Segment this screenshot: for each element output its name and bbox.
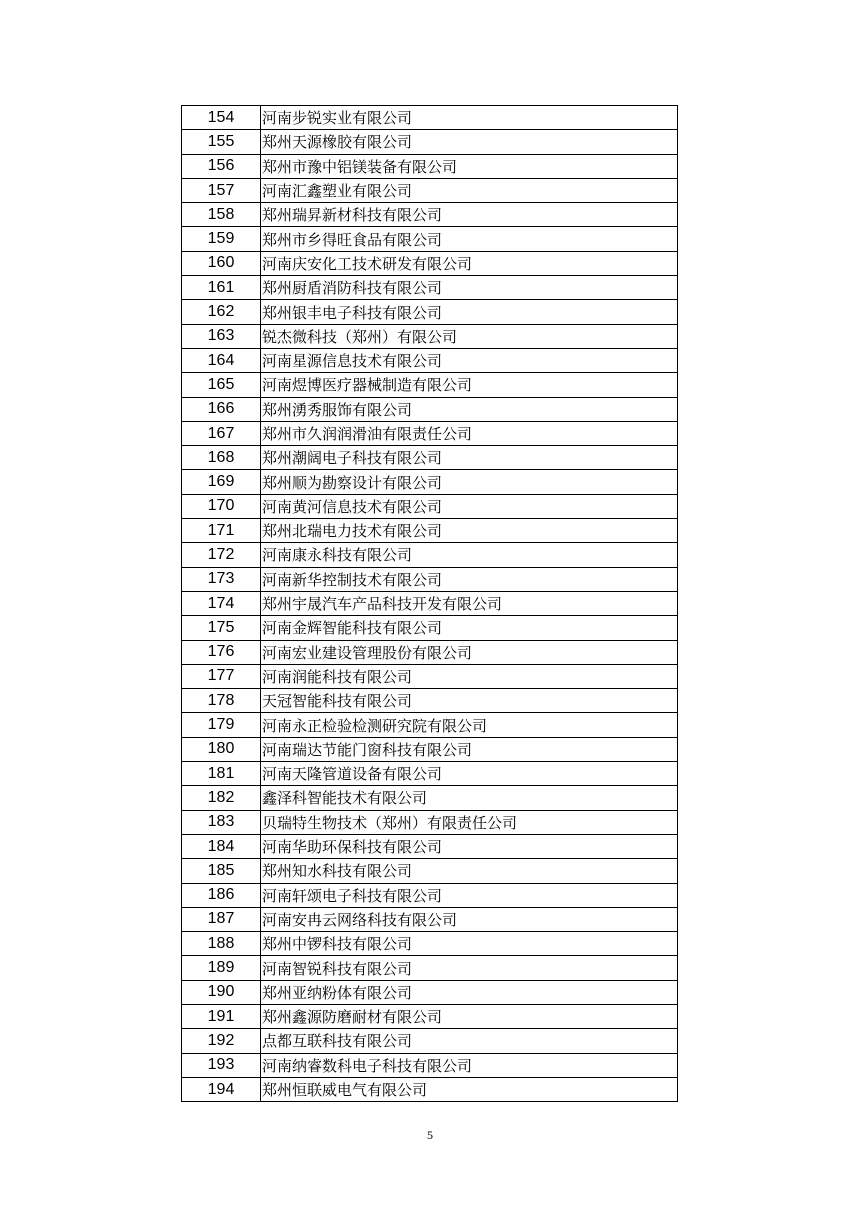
company-name-cell: 河南安冉云网络科技有限公司 xyxy=(261,907,678,931)
table-row xyxy=(182,130,678,154)
company-name-cell: 河南纳睿数科电子科技有限公司 xyxy=(261,1053,678,1077)
table-row xyxy=(182,494,678,518)
company-name-cell: 郑州厨盾消防科技有限公司 xyxy=(261,276,678,300)
table-row xyxy=(182,543,678,567)
table-row xyxy=(182,1004,678,1028)
table-row xyxy=(182,178,678,202)
company-name-cell: 郑州恒联威电气有限公司 xyxy=(261,1077,678,1101)
row-number-cell: 171 xyxy=(182,519,261,543)
row-number-cell: 163 xyxy=(182,324,261,348)
company-name-cell: 郑州宇晟汽车产品科技开发有限公司 xyxy=(261,591,678,615)
row-number-cell: 193 xyxy=(182,1053,261,1077)
row-number-cell: 168 xyxy=(182,446,261,470)
company-name-cell: 河南智锐科技有限公司 xyxy=(261,956,678,980)
company-name-cell: 河南汇鑫塑业有限公司 xyxy=(261,178,678,202)
company-name-cell: 锐杰微科技（郑州）有限公司 xyxy=(261,324,678,348)
row-number-cell: 178 xyxy=(182,689,261,713)
table-row xyxy=(182,907,678,931)
row-number-cell: 170 xyxy=(182,494,261,518)
row-number-cell: 162 xyxy=(182,300,261,324)
table-row xyxy=(182,324,678,348)
row-number-cell: 181 xyxy=(182,762,261,786)
company-name-cell: 鑫泽科智能技术有限公司 xyxy=(261,786,678,810)
table-row xyxy=(182,397,678,421)
row-number-cell: 187 xyxy=(182,907,261,931)
row-number-cell: 160 xyxy=(182,251,261,275)
row-number-cell: 194 xyxy=(182,1077,261,1101)
row-number-cell: 189 xyxy=(182,956,261,980)
table-row xyxy=(182,786,678,810)
table-row xyxy=(182,227,678,251)
row-number-cell: 183 xyxy=(182,810,261,834)
company-name-cell: 河南新华控制技术有限公司 xyxy=(261,567,678,591)
row-number-cell: 164 xyxy=(182,348,261,372)
table-row xyxy=(182,591,678,615)
row-number-cell: 155 xyxy=(182,130,261,154)
page-number: 5 xyxy=(427,1128,433,1142)
company-name-cell: 河南金辉智能科技有限公司 xyxy=(261,616,678,640)
row-number-cell: 169 xyxy=(182,470,261,494)
row-number-cell: 184 xyxy=(182,834,261,858)
table-row xyxy=(182,1029,678,1053)
company-name-cell: 河南步锐实业有限公司 xyxy=(261,106,678,130)
row-number-cell: 158 xyxy=(182,203,261,227)
row-number-cell: 167 xyxy=(182,421,261,445)
table-row xyxy=(182,762,678,786)
row-number-cell: 161 xyxy=(182,276,261,300)
company-name-cell: 河南宏业建设管理股份有限公司 xyxy=(261,640,678,664)
table-row xyxy=(182,519,678,543)
table-row xyxy=(182,1077,678,1101)
row-number-cell: 182 xyxy=(182,786,261,810)
table-row xyxy=(182,932,678,956)
company-name-cell: 郑州瑞昇新材科技有限公司 xyxy=(261,203,678,227)
company-name-cell: 河南康永科技有限公司 xyxy=(261,543,678,567)
row-number-cell: 174 xyxy=(182,591,261,615)
company-name-cell: 河南润能科技有限公司 xyxy=(261,664,678,688)
table-row xyxy=(182,300,678,324)
company-list-table xyxy=(181,105,678,1102)
company-name-cell: 郑州市久润润滑油有限责任公司 xyxy=(261,421,678,445)
row-number-cell: 175 xyxy=(182,616,261,640)
table-row xyxy=(182,883,678,907)
row-number-cell: 180 xyxy=(182,737,261,761)
table-row xyxy=(182,689,678,713)
row-number-cell: 186 xyxy=(182,883,261,907)
company-name-cell: 河南华助环保科技有限公司 xyxy=(261,834,678,858)
company-name-cell: 郑州银丰电子科技有限公司 xyxy=(261,300,678,324)
row-number-cell: 179 xyxy=(182,713,261,737)
table-row xyxy=(182,810,678,834)
company-name-cell: 河南黄河信息技术有限公司 xyxy=(261,494,678,518)
table-row xyxy=(182,348,678,372)
row-number-cell: 192 xyxy=(182,1029,261,1053)
company-name-cell: 河南永正检验检测研究院有限公司 xyxy=(261,713,678,737)
table-row xyxy=(182,203,678,227)
row-number-cell: 165 xyxy=(182,373,261,397)
company-name-cell: 郑州潮阔电子科技有限公司 xyxy=(261,446,678,470)
table-row xyxy=(182,251,678,275)
company-name-cell: 郑州亚纳粉体有限公司 xyxy=(261,980,678,1004)
company-name-cell: 河南星源信息技术有限公司 xyxy=(261,348,678,372)
table-row xyxy=(182,956,678,980)
table-row xyxy=(182,446,678,470)
row-number-cell: 172 xyxy=(182,543,261,567)
company-name-cell: 郑州市乡得旺食品有限公司 xyxy=(261,227,678,251)
row-number-cell: 173 xyxy=(182,567,261,591)
table-row xyxy=(182,421,678,445)
row-number-cell: 166 xyxy=(182,397,261,421)
row-number-cell: 177 xyxy=(182,664,261,688)
row-number-cell: 159 xyxy=(182,227,261,251)
company-name-cell: 郑州湧秀服饰有限公司 xyxy=(261,397,678,421)
company-name-cell: 郑州顺为勘察设计有限公司 xyxy=(261,470,678,494)
company-name-cell: 贝瑞特生物技术（郑州）有限责任公司 xyxy=(261,810,678,834)
table-row xyxy=(182,859,678,883)
company-name-cell: 点都互联科技有限公司 xyxy=(261,1029,678,1053)
company-name-cell: 河南天隆管道设备有限公司 xyxy=(261,762,678,786)
company-name-cell: 郑州市豫中铝镁装备有限公司 xyxy=(261,154,678,178)
row-number-cell: 185 xyxy=(182,859,261,883)
row-number-cell: 156 xyxy=(182,154,261,178)
company-name-cell: 河南煜博医疗器械制造有限公司 xyxy=(261,373,678,397)
table-row xyxy=(182,276,678,300)
table-row xyxy=(182,980,678,1004)
table-row xyxy=(182,616,678,640)
row-number-cell: 188 xyxy=(182,932,261,956)
row-number-cell: 176 xyxy=(182,640,261,664)
table-row xyxy=(182,834,678,858)
company-name-cell: 郑州鑫源防磨耐材有限公司 xyxy=(261,1004,678,1028)
table-row xyxy=(182,640,678,664)
row-number-cell: 157 xyxy=(182,178,261,202)
company-name-cell: 河南轩颂电子科技有限公司 xyxy=(261,883,678,907)
company-name-cell: 郑州天源橡胶有限公司 xyxy=(261,130,678,154)
company-list-body xyxy=(182,106,678,1102)
company-name-cell: 河南瑞达节能门窗科技有限公司 xyxy=(261,737,678,761)
company-name-cell: 郑州北瑞电力技术有限公司 xyxy=(261,519,678,543)
company-name-cell: 河南庆安化工技术研发有限公司 xyxy=(261,251,678,275)
table-row xyxy=(182,737,678,761)
table-row xyxy=(182,106,678,130)
company-name-cell: 郑州知水科技有限公司 xyxy=(261,859,678,883)
row-number-cell: 190 xyxy=(182,980,261,1004)
table-row xyxy=(182,664,678,688)
table-row xyxy=(182,154,678,178)
company-name-cell: 郑州中锣科技有限公司 xyxy=(261,932,678,956)
table-row xyxy=(182,567,678,591)
table-row xyxy=(182,470,678,494)
table-row xyxy=(182,713,678,737)
company-name-cell: 天冠智能科技有限公司 xyxy=(261,689,678,713)
row-number-cell: 191 xyxy=(182,1004,261,1028)
row-number-cell: 154 xyxy=(182,106,261,130)
table-row xyxy=(182,373,678,397)
table-row xyxy=(182,1053,678,1077)
